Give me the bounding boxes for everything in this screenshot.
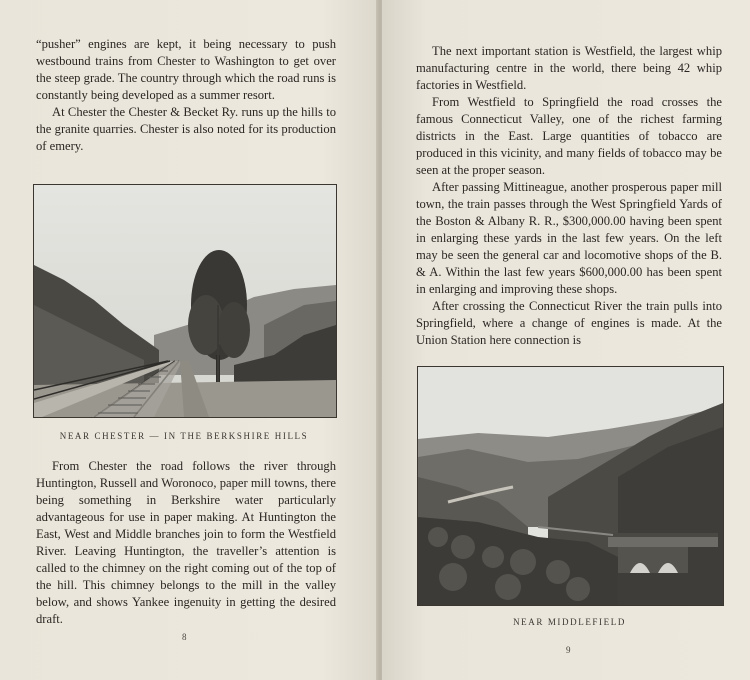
paragraph: “pusher” engines are kept, it being necessary to push westbound trains from Chester to Washington to get over the steep grade. The country through which the road runs is constantly being developed as a summer resort. [36,37,336,102]
photo-caption: NEAR MIDDLEFIELD [513,617,626,627]
page-number: 9 [566,645,571,655]
left-page-bottom-text [36,458,336,628]
railroad-landscape-illustration [34,185,336,417]
right-page [382,0,750,680]
page-number: 8 [182,632,187,642]
paragraph: After passing Mittineague, another prosperous paper mill town, the train passes through the West Springfield Yards of the Boston & Albany R. R., $300,000.00 having been spent in enlarging these yards in the last few years. On the left may be seen the general car and locomotive shops of the B. & A. Within the last few years $600,000.00 has been spent in enlarging and improving these shops. [416,180,722,296]
paragraph: From Chester the road follows the river through Huntington, Russell and Woronoco, paper mill towns, there being something in Berkshire water particularly advantageous for use in paper making. At Huntington the East, West and Middle branches join to form the Westfield River. Leaving Huntington, the traveller’s attention is called to the chimney on the right coming out of the top of the hill. This chimney belongs to the mill in the valley below, and shows Yankee ingenuity in getting the desired draft. [36,459,336,626]
paragraph: From Westfield to Springfield the road crosses the famous Connecticut Valley, one of the richest farming districts in the East. Large quantities of tobacco are produced in this vicinity, and many fields of tobacco may be seen at the proper season. [416,95,722,177]
paragraph: The next important station is Westfield, the largest whip manufacturing centre in the world, there being 42 whip factories in Westfield. [416,44,722,92]
right-page-text [416,43,722,349]
photo-caption: NEAR CHESTER — IN THE BERKSHIRE HILLS [59,431,309,441]
paragraph: After crossing the Connecticut River the train pulls into Springfield, where a change of engines is made. At the Union Station here connection is [416,299,722,347]
photo-near-middlefield [417,366,724,606]
valley-bridge-illustration [418,367,723,605]
left-page-top-text [36,36,336,155]
paragraph: At Chester the Chester & Becket Ry. runs up the hills to the granite quarries. Chester is also noted for its production of emery. [36,105,336,153]
photo-near-chester [33,184,337,418]
